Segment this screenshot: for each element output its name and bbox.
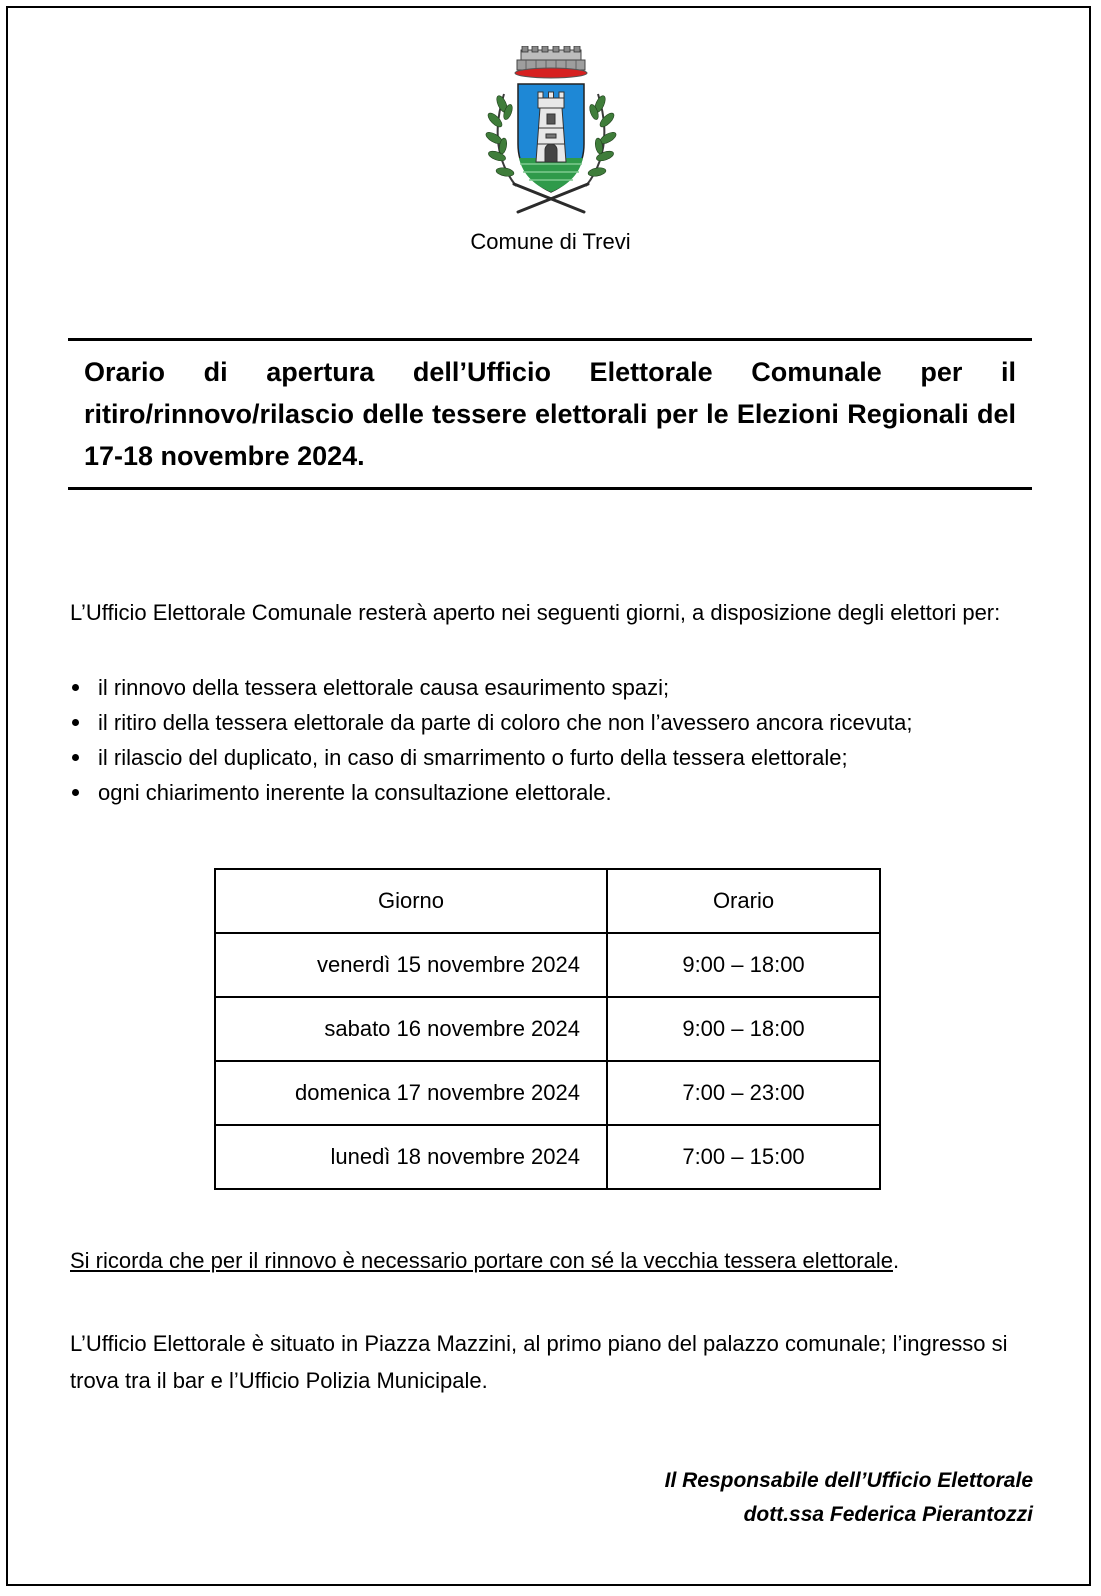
table-row <box>215 1125 880 1189</box>
list-item <box>70 775 1070 810</box>
bullet-icon <box>72 789 79 796</box>
list-item <box>70 670 1070 705</box>
hours-cell: 9:00 – 18:00 <box>607 997 880 1061</box>
list-item-text: il rinnovo della tessera elettorale causa esaurimento spazi; <box>98 675 670 700</box>
reminder-underlined-text: Si ricorda che per il rinnovo è necessario portare con sé la vecchia tessera elettorale <box>70 1248 893 1273</box>
list-item-text: il ritiro della tessera elettorale da parte di coloro che non l’avessero ancora ricevuta; <box>98 710 913 735</box>
signature-block <box>665 1464 1033 1532</box>
title-block <box>68 338 1032 490</box>
table-row <box>215 933 880 997</box>
bullet-icon <box>72 719 79 726</box>
day-cell: domenica 17 novembre 2024 <box>215 1061 607 1125</box>
purpose-list <box>70 670 1070 810</box>
tower-icon <box>536 92 566 162</box>
comune-crest-emblem <box>476 46 626 218</box>
signature-role: Il Responsabile dell’Ufficio Elettorale <box>664 1469 1033 1492</box>
list-item-text: ogni chiarimento inerente la consultazione elettorale. <box>98 780 612 805</box>
comune-name: Comune di Trevi <box>470 229 631 254</box>
hours-cell: 7:00 – 15:00 <box>607 1125 880 1189</box>
bullet-icon <box>72 684 79 691</box>
list-item <box>70 740 1070 775</box>
document-title: Orario di apertura dell’Ufficio Elettorale Comunale per il ritiro/rinnovo/rilascio delle tessere elettorali per le Elezioni Regionali del 17-18 novembre 2024. <box>84 357 1016 471</box>
column-header-day: Giorno <box>215 869 607 933</box>
hours-cell: 9:00 – 18:00 <box>607 933 880 997</box>
intro-paragraph: L’Ufficio Elettorale Comunale resterà aperto nei seguenti giorni, a disposizione degli elettori per: <box>70 600 1001 625</box>
reminder-note <box>70 1246 1050 1276</box>
list-item-text: il rilascio del duplicato, in caso di smarrimento o furto della tessera elettorale; <box>98 745 848 770</box>
crown-icon <box>515 46 587 78</box>
list-item <box>70 705 1070 740</box>
schedule-table <box>214 868 881 1190</box>
bullet-icon <box>72 754 79 761</box>
table-header-row <box>215 869 880 933</box>
signature-name: dott.ssa Federica Pierantozzi <box>743 1503 1033 1526</box>
day-cell: lunedì 18 novembre 2024 <box>215 1125 607 1189</box>
day-cell: venerdì 15 novembre 2024 <box>215 933 607 997</box>
day-cell: sabato 16 novembre 2024 <box>215 997 607 1061</box>
table-row <box>215 1061 880 1125</box>
location-paragraph: L’Ufficio Elettorale è situato in Piazza Mazzini, al primo piano del palazzo comunale; l’ingresso si trova tra il bar e l’Ufficio Polizia Municipale. <box>70 1331 1008 1393</box>
hours-cell: 7:00 – 23:00 <box>607 1061 880 1125</box>
table-row <box>215 997 880 1061</box>
column-header-hours: Orario <box>607 869 880 933</box>
reminder-tail: . <box>892 1248 900 1273</box>
